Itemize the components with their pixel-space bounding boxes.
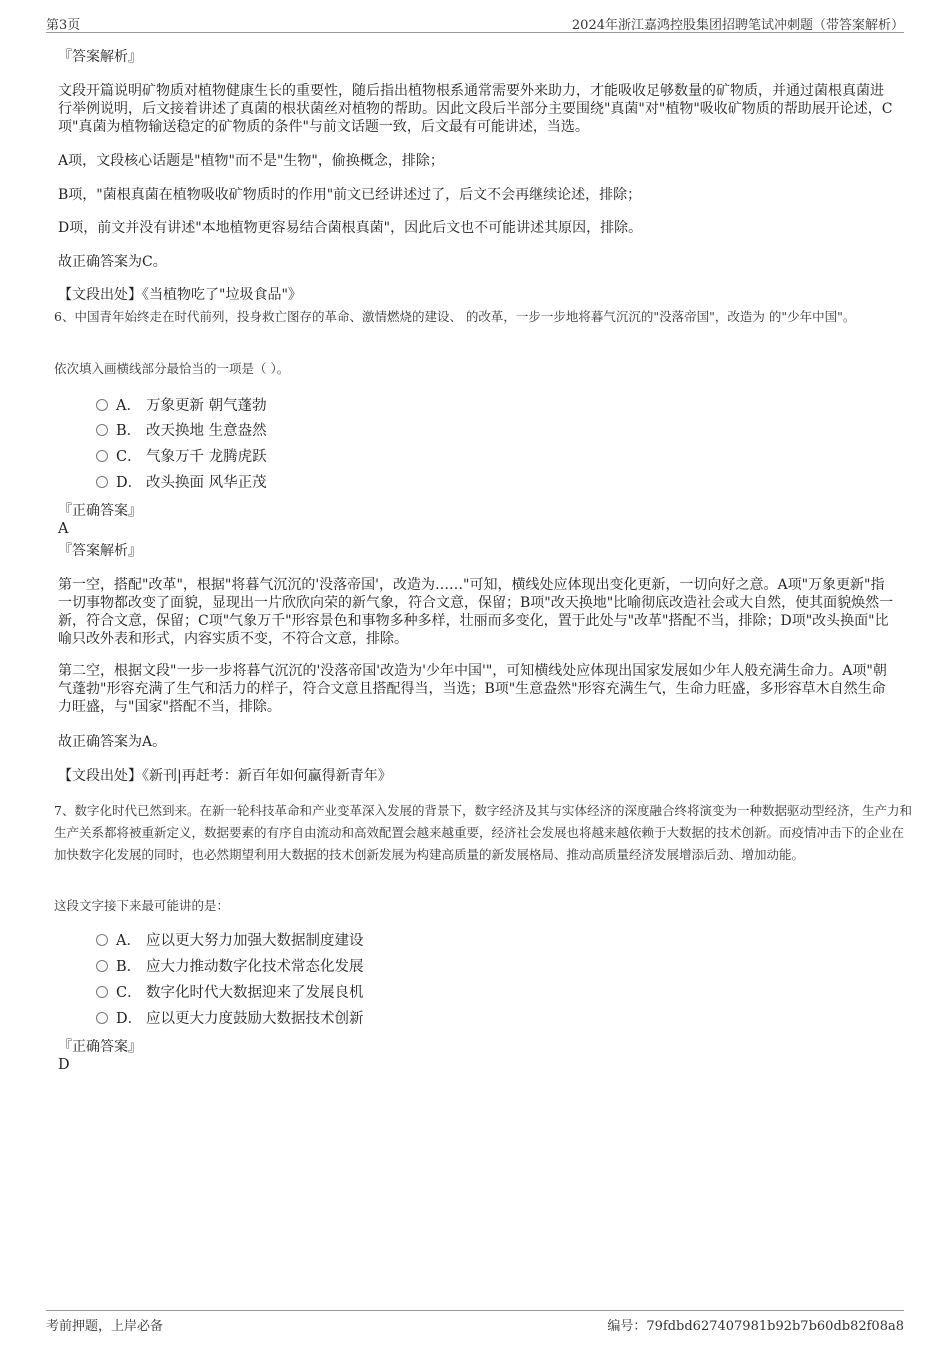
q6-prompt: 依次填入画横线部分最恰当的一项是（ ）。 bbox=[54, 361, 290, 376]
q6-source: 【文段出处】《新刊|再赶考：新百年如何赢得新青年》 bbox=[58, 768, 392, 784]
q6-option-c[interactable] bbox=[96, 447, 267, 467]
option-text: 数字化时代大数据迎来了发展良机 bbox=[146, 985, 364, 1001]
q6-analysis-para2: 第二空，根据文段"一步一步将暮气沉沉的'没落帝国'改造为'少年中国'"，可知横线处应体现出国家发展如少年人般充满生命力。A项"朝气蓬勃"形容充满了生气和活力的样子，符合文意且搭配得当，当选；B项"生意盎然"形容充满生气，生命力旺盛，多形容草木自然生命力旺盛，与"国家"搭配不当，排除。 bbox=[58, 663, 887, 715]
q7-option-d[interactable] bbox=[96, 1009, 364, 1029]
option-letter: B． bbox=[116, 959, 142, 975]
q5-option-d-analysis: D项，前文并没有讲述"本地植物更容易结合菌根真菌"，因此后文也不可能讲述其原因，排除。 bbox=[58, 220, 643, 236]
option-text: 应以更大力度鼓励大数据技术创新 bbox=[146, 1011, 364, 1027]
option-letter: C． bbox=[116, 985, 142, 1001]
document-title: 2024年浙江嘉鸿控股集团招聘笔试冲刺题（带答案解析） bbox=[571, 18, 904, 33]
option-text: 万象更新 朝气蓬勃 bbox=[146, 398, 267, 414]
q7-option-b[interactable] bbox=[96, 957, 364, 977]
option-letter: A． bbox=[116, 398, 141, 414]
option-letter: A． bbox=[116, 933, 141, 949]
radio-icon[interactable] bbox=[96, 1012, 108, 1024]
radio-icon[interactable] bbox=[96, 960, 108, 972]
footer-serial: 编号：79fdbd627407981b92b7b60db82f08a8 bbox=[607, 1319, 904, 1334]
q7-answer: D bbox=[58, 1057, 70, 1073]
q5-analysis-para: 文段开篇说明矿物质对植物健康生长的重要性，随后指出植物根系通常需要外来助力，才能吸收足够数量的矿物质，并通过菌根真菌进行举例说明，后文接着讲述了真菌的根状菌丝对植物的帮助。因此文段后半部分主要围绕"真菌"对"植物"吸收矿物质的帮助展开论述，C项"真菌为植物输送稳定的矿物质的条件"与前文话题一致，后文最有可能讲述，当选。 bbox=[58, 83, 893, 135]
radio-icon[interactable] bbox=[96, 476, 108, 488]
q7-prompt: 这段文字接下来最可能讲的是： bbox=[54, 898, 230, 913]
q6-analysis-label: 『答案解析』 bbox=[58, 543, 142, 559]
radio-icon[interactable] bbox=[96, 450, 108, 462]
q7-correct-label: 『正确答案』 bbox=[58, 1039, 142, 1055]
page-number: 第3页 bbox=[46, 18, 81, 33]
q6-answer: A bbox=[58, 521, 69, 537]
option-text: 改头换面 风华正茂 bbox=[146, 475, 267, 491]
q5-analysis-label: 『答案解析』 bbox=[58, 49, 142, 65]
option-letter: D． bbox=[116, 475, 143, 491]
page-footer bbox=[46, 1310, 904, 1334]
radio-icon[interactable] bbox=[96, 986, 108, 998]
q7-stem: 7、数字化时代已然到来。在新一轮科技革命和产业变革深入发展的背景下，数字经济及其与实体经济的深度融合终将演变为一种数据驱动型经济，生产力和生产关系都将被重新定义，数据要素的有序自由流动和高效配置会越来越重要，经济社会发展也将越来越依赖于大数据的技术创新。而疫情冲击下的企业在加快数字化发展的同时，也必然期望利用大数据的技术创新发展为构建高质量的新发展格局、推动高质量经济发展增添后劲、增加动能。 bbox=[54, 803, 912, 862]
q6-conclusion: 故正确答案为A。 bbox=[58, 734, 167, 750]
q6-analysis-para1: 第一空，搭配"改革"，根据"将暮气沉沉的'没落帝国'，改造为……"可知，横线处应体现出变化更新，一切向好之意。A项"万象更新"指一切事物都改变了面貌，显现出一片欣欣向荣的新气象，符合文意，保留；B项"改天换地"比喻彻底改造社会或大自然，使其面貌焕然一新，符合文意，保留；C项"气象万千"形容景色和事物多种多样，壮丽而多变化，置于此处与"改革"搭配不当，排除；D项"改头换面"比喻只改外表和形式，内容实质不变，不符合文意，排除。 bbox=[58, 577, 894, 647]
q5-option-b-analysis: B项，"菌根真菌在植物吸收矿物质时的作用"前文已经讲述过了，后文不会再继续论述，排除； bbox=[58, 187, 642, 203]
q6-option-d[interactable] bbox=[96, 473, 267, 493]
q6-stem: 6、中国青年始终走在时代前列，投身救亡图存的革命、激情燃烧的建设、 的改革，一步一步地将暮气沉沉的"没落帝国"，改造为 的"少年中国"。 bbox=[54, 309, 856, 324]
q6-correct-label: 『正确答案』 bbox=[58, 503, 142, 519]
radio-icon[interactable] bbox=[96, 399, 108, 411]
q6-option-a[interactable] bbox=[96, 396, 267, 416]
option-letter: D． bbox=[116, 1011, 143, 1027]
option-letter: B． bbox=[116, 423, 142, 439]
footer-slogan: 考前押题，上岸必备 bbox=[46, 1319, 164, 1334]
option-letter: C． bbox=[116, 449, 142, 465]
radio-icon[interactable] bbox=[96, 934, 108, 946]
option-text: 改天换地 生意盎然 bbox=[146, 423, 267, 439]
radio-icon[interactable] bbox=[96, 424, 108, 436]
option-text: 气象万千 龙腾虎跃 bbox=[146, 449, 267, 465]
q7-option-a[interactable] bbox=[96, 931, 364, 951]
option-text: 应以更大努力加强大数据制度建设 bbox=[146, 933, 364, 949]
q5-conclusion: 故正确答案为C。 bbox=[58, 254, 167, 270]
q6-option-b[interactable] bbox=[96, 421, 267, 441]
option-text: 应大力推动数字化技术常态化发展 bbox=[146, 959, 364, 975]
q5-source: 【文段出处】《当植物吃了"垃圾食品"》 bbox=[58, 287, 302, 303]
q5-option-a-analysis: A项，文段核心话题是"植物"而不是"生物"，偷换概念，排除； bbox=[58, 153, 444, 169]
page-header bbox=[46, 0, 904, 33]
q7-option-c[interactable] bbox=[96, 983, 364, 1003]
